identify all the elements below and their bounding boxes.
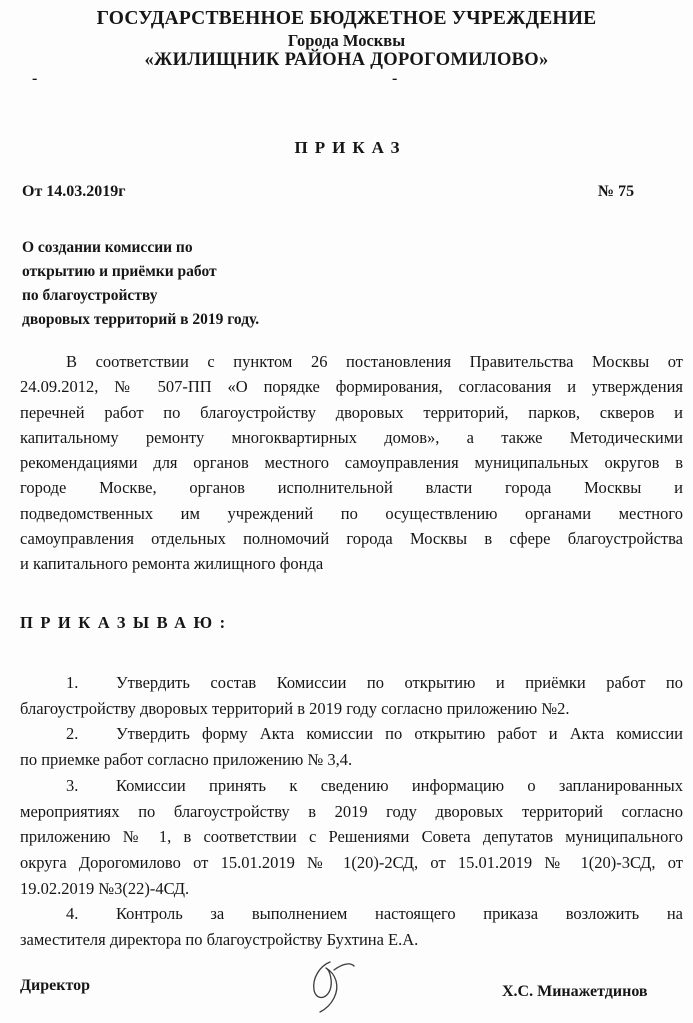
signatory-name: Х.С. Минажетдинов xyxy=(502,983,648,1000)
preamble xyxy=(20,349,683,577)
item-text: Контроль за выполнением настоящего приказа возложить на xyxy=(116,904,683,924)
item-first-line xyxy=(20,670,683,696)
order-date: От 14.03.2019г xyxy=(22,183,126,200)
preamble-line: 24.09.2012, № 507-ПП «О порядке формирования, согласования и утверждения xyxy=(20,377,683,397)
preamble-line: рекомендациями для органов местного самоуправления муниципальных округов в xyxy=(20,453,683,473)
item-line: благоустройству дворовых территорий в 2019 году согласно приложению №2. xyxy=(20,698,570,718)
subject-line: открытию и приёмки работ xyxy=(22,263,217,280)
header-dash-left: - xyxy=(32,70,38,87)
order-item-3 xyxy=(20,773,683,902)
item-line: округа Дорогомилово от 15.01.2019 № 1(20)-2СД, от 15.01.2019 № 1(20)-3СД, от xyxy=(20,852,683,872)
item-line: мероприятиях по благоустройству в 2019 году дворовых территорий согласно xyxy=(20,801,683,821)
item-text: Утвердить состав Комиссии по открытию и приёмки работ по xyxy=(116,673,683,692)
item-text: Комиссии принять к сведению информацию о запланированных xyxy=(116,775,683,795)
order-heading: ПРИКАЗЫВАЮ: xyxy=(20,613,233,632)
item-text: Утвердить форму Акта комиссии по открытию работ и Акта комиссии xyxy=(116,724,683,744)
item-number: 4. xyxy=(66,904,79,924)
item-line: заместителя директора по благоустройству Бухтина Е.А. xyxy=(20,930,419,950)
preamble-line: и капитального ремонта жилищного фонда xyxy=(20,554,324,574)
order-number: № 75 xyxy=(598,183,635,200)
order-subject xyxy=(22,236,259,332)
item-number: 3. xyxy=(66,775,79,795)
subject-line: по благоустройству xyxy=(22,287,158,304)
preamble-line: городе Москве, органов исполнительной власти города Москвы и xyxy=(20,478,683,498)
org-city: Города Москвы xyxy=(287,31,406,50)
item-first-line xyxy=(20,901,683,927)
order-items xyxy=(20,670,683,953)
org-short-name: «ЖИЛИЩНИК РАЙОНА ДОРОГОМИЛОВО» xyxy=(144,50,549,70)
handwritten-signature xyxy=(290,956,360,1014)
preamble-line: подведомственных им учреждений по осуществлению органами местного xyxy=(20,503,683,523)
item-number: 1. xyxy=(66,673,79,692)
subject-line: О создании комиссии по xyxy=(22,239,193,256)
item-line: по приемке работ согласно приложению № 3,4. xyxy=(20,750,353,770)
item-number: 2. xyxy=(66,724,79,744)
item-line: приложению № 1, в соответствии с Решениями Совета депутатов муниципального xyxy=(20,827,683,847)
org-name: ГОСУДАРСТВЕННОЕ БЮДЖЕТНОЕ УЧРЕЖДЕНИЕ xyxy=(96,8,597,29)
order-item-4 xyxy=(20,901,683,952)
item-first-line xyxy=(20,773,683,799)
order-item-1 xyxy=(20,670,683,721)
preamble-line: перечней работ по благоустройству дворовых территорий, парков, скверов и xyxy=(20,402,683,422)
order-item-2 xyxy=(20,721,683,772)
preamble-line: В соответствии с пунктом 26 постановления Правительства Москвы от xyxy=(66,352,683,371)
header-dash-right: - xyxy=(392,70,398,87)
signatory-role: Директор xyxy=(20,977,90,994)
item-line: 19.02.2019 №3(22)-4СД. xyxy=(20,878,190,898)
document-title: ПРИКАЗ xyxy=(294,138,407,157)
item-first-line xyxy=(20,721,683,747)
subject-line: дворовых территорий в 2019 году. xyxy=(22,311,260,328)
preamble-line: капитальному ремонту многоквартирных домов», а также Методическими xyxy=(20,427,683,447)
preamble-line: самоуправления отдельных полномочий города Москвы в сфере благоустройства xyxy=(20,529,683,549)
